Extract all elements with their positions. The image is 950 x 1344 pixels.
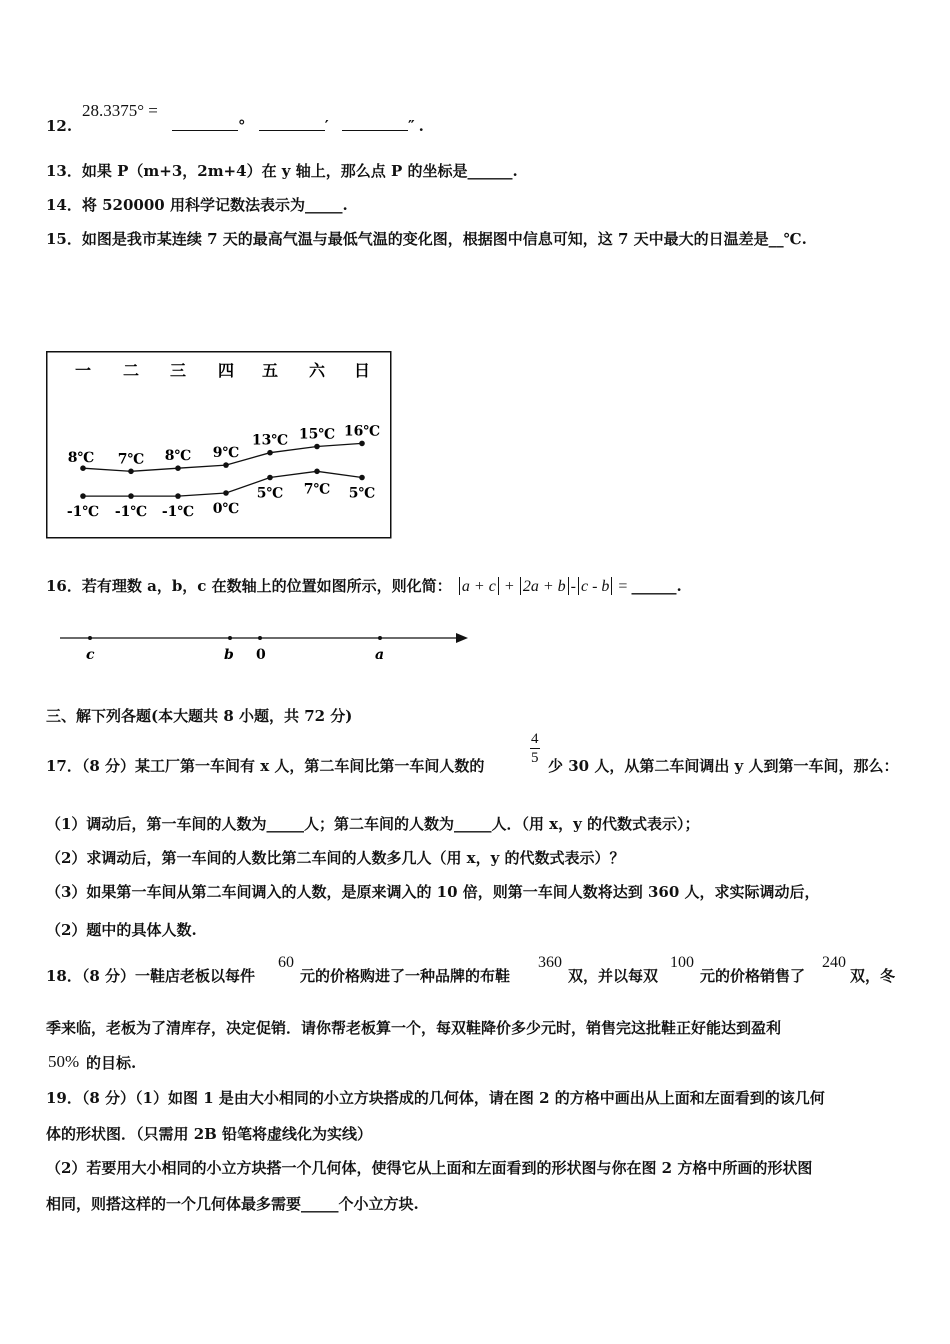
low-temp-label: 7℃ bbox=[303, 481, 331, 498]
q18-text-e: 双，冬 bbox=[850, 967, 896, 985]
abs-bar bbox=[568, 577, 569, 595]
high-temp-label: 9℃ bbox=[212, 445, 240, 462]
q12-minute-blank[interactable] bbox=[259, 116, 325, 131]
q12-number: 12. bbox=[46, 117, 73, 135]
temperature-chart bbox=[46, 351, 392, 539]
high-temp-label: 8℃ bbox=[67, 450, 95, 467]
high-temp-point bbox=[223, 462, 229, 468]
q17-stem-pre: 17．（8 分）某工厂第一车间有 x 人，第二车间比第一车间人数的 bbox=[46, 757, 485, 775]
q16-expression bbox=[457, 578, 632, 595]
day-label: 日 bbox=[353, 361, 371, 380]
point-a bbox=[378, 636, 382, 640]
high-temp-point bbox=[314, 444, 320, 450]
low-temp-point bbox=[223, 490, 229, 496]
q18-text-b: 元的价格购进了一种品牌的布鞋 bbox=[300, 967, 511, 985]
label-c: c bbox=[86, 647, 95, 663]
q12-expression: 28.3375° = bbox=[82, 101, 158, 120]
label-a: a bbox=[375, 647, 385, 663]
q18-line-2: 季来临，老板为了清库存，决定促销．请你帮老板算一个，每双鞋降价多少元时，销售完这批鞋正好能达到盈利 bbox=[46, 1019, 782, 1037]
q12-degree-blank[interactable] bbox=[172, 116, 238, 131]
low-temp-point bbox=[359, 475, 365, 481]
high-temp-point bbox=[80, 465, 86, 471]
q17-fraction bbox=[530, 730, 540, 767]
q17-part-1: （1）调动后，第一车间的人数为_____人；第二车间的人数为_____人．（用 x，y 的代数式表示）； bbox=[46, 815, 700, 833]
q16-abs2: 2a + b bbox=[522, 578, 566, 595]
q16-minus: - bbox=[570, 578, 576, 595]
abs-bar bbox=[498, 577, 499, 595]
low-temp-label: -1℃ bbox=[114, 504, 148, 521]
day-label: 六 bbox=[308, 361, 326, 380]
q18-number-60: 60 bbox=[278, 954, 294, 971]
low-temp-point bbox=[314, 469, 320, 475]
high-temp-label: 7℃ bbox=[117, 451, 145, 468]
label-0: 0 bbox=[256, 647, 266, 663]
q19-line-1: 19．（8 分）（1）如图 1 是由大小相同的小立方块搭成的几何体，请在图 2 的方格中画出从上面和左面看到的该几何 bbox=[46, 1089, 825, 1107]
q18-number-100: 100 bbox=[670, 954, 694, 971]
q18-percent: 50% bbox=[48, 1052, 80, 1071]
label-b: b bbox=[224, 647, 234, 663]
q16-row bbox=[46, 576, 682, 597]
q16-answer-blank[interactable]: ______. bbox=[631, 577, 682, 595]
low-temp-label: 5℃ bbox=[348, 485, 376, 502]
abs-bar bbox=[611, 577, 612, 595]
q17-fraction-denominator: 5 bbox=[531, 750, 539, 766]
low-temp-label: 5℃ bbox=[256, 485, 284, 502]
low-temp-label: 0℃ bbox=[212, 501, 240, 517]
high-temp-label: 16℃ bbox=[343, 423, 381, 440]
q18-text-c: 双，并以每双 bbox=[568, 967, 659, 985]
q14-text: 14．将 520000 用科学记数法表示为_____. bbox=[46, 196, 348, 214]
q12-period: . bbox=[418, 117, 424, 135]
number-line bbox=[58, 628, 488, 668]
q12-minute-symbol: ′ bbox=[324, 117, 329, 135]
q18-text-a: 18．（8 分）一鞋店老板以每件 bbox=[46, 967, 256, 985]
q16-abs1: a + c bbox=[461, 578, 496, 595]
low-temp-label: -1℃ bbox=[161, 504, 195, 521]
q17-part-4: （2）题中的具体人数. bbox=[46, 921, 197, 939]
low-temp-point bbox=[175, 493, 181, 499]
abs-bar bbox=[520, 577, 521, 595]
q19-line-4: 相同，则搭这样的一个几何体最多需要_____个小立方块. bbox=[46, 1195, 419, 1213]
abs-bar bbox=[459, 577, 460, 595]
day-label: 二 bbox=[122, 361, 140, 380]
high-temp-label: 8℃ bbox=[164, 448, 192, 465]
low-temp-label: -1℃ bbox=[66, 504, 100, 521]
q16-equals: = bbox=[618, 578, 628, 595]
day-label: 四 bbox=[217, 361, 235, 380]
day-label: 一 bbox=[74, 361, 92, 380]
q18-line-3: 的目标. bbox=[86, 1054, 137, 1072]
high-temp-label: 15℃ bbox=[298, 426, 336, 443]
q15-text: 15．如图是我市某连续 7 天的最高气温与最低气温的变化图，根据图中信息可知，这 7 天中最大的日温差是__℃. bbox=[46, 230, 807, 248]
q17-part-2: （2）求调动后，第一车间的人数比第二车间的人数多几人（用 x，y 的代数式表示）？ bbox=[46, 849, 625, 867]
q13-text: 13．如果 P（m+3，2m+4）在 y 轴上，那么点 P 的坐标是______. bbox=[46, 162, 518, 180]
high-temp-label: 13℃ bbox=[251, 432, 289, 449]
q12-answer-row bbox=[172, 116, 424, 136]
high-temp-point bbox=[359, 441, 365, 447]
high-temp-point bbox=[175, 465, 181, 471]
high-temp-point bbox=[128, 469, 134, 475]
point-c bbox=[88, 636, 92, 640]
high-temp-point bbox=[267, 450, 273, 456]
low-temp-point bbox=[128, 493, 134, 499]
low-temp-point bbox=[80, 493, 86, 499]
q16-plus: + bbox=[504, 578, 514, 595]
axis-arrow bbox=[456, 633, 468, 643]
q17-fraction-numerator: 4 bbox=[531, 731, 539, 747]
q12-degree-symbol: ° bbox=[238, 117, 246, 135]
q16-text: 16．若有理数 a，b，c 在数轴上的位置如图所示，则化简： bbox=[46, 577, 452, 595]
q19-line-3: （2）若要用大小相同的小立方块搭一个几何体，使得它从上面和左面看到的形状图与你在图 2 方格中所画的形状图 bbox=[46, 1159, 813, 1177]
day-label: 三 bbox=[169, 361, 187, 380]
point-b bbox=[228, 636, 232, 640]
q19-line-2: 体的形状图．（只需用 2B 铅笔将虚线化为实线） bbox=[46, 1125, 373, 1143]
q17-stem-post: 少 30 人，从第二车间调出 y 人到第一车间，那么： bbox=[548, 757, 899, 775]
abs-bar bbox=[578, 577, 579, 595]
q18-text-d: 元的价格销售了 bbox=[700, 967, 806, 985]
point-0 bbox=[258, 636, 262, 640]
section-3-title: 三、解下列各题(本大题共 8 小题，共 72 分) bbox=[46, 707, 353, 725]
q17-part-3: （3）如果第一车间从第二车间调入的人数，是原来调入的 10 倍，则第一车间人数将达到 360 人，求实际调动后， bbox=[46, 883, 820, 901]
q12-second-blank[interactable] bbox=[342, 116, 408, 131]
q18-number-360: 360 bbox=[538, 954, 562, 971]
q18-number-240: 240 bbox=[822, 954, 846, 971]
q12-second-symbol: ″ bbox=[407, 117, 415, 135]
q16-abs3: c - b bbox=[580, 578, 610, 595]
low-temp-point bbox=[267, 475, 273, 481]
day-label: 五 bbox=[261, 361, 279, 380]
